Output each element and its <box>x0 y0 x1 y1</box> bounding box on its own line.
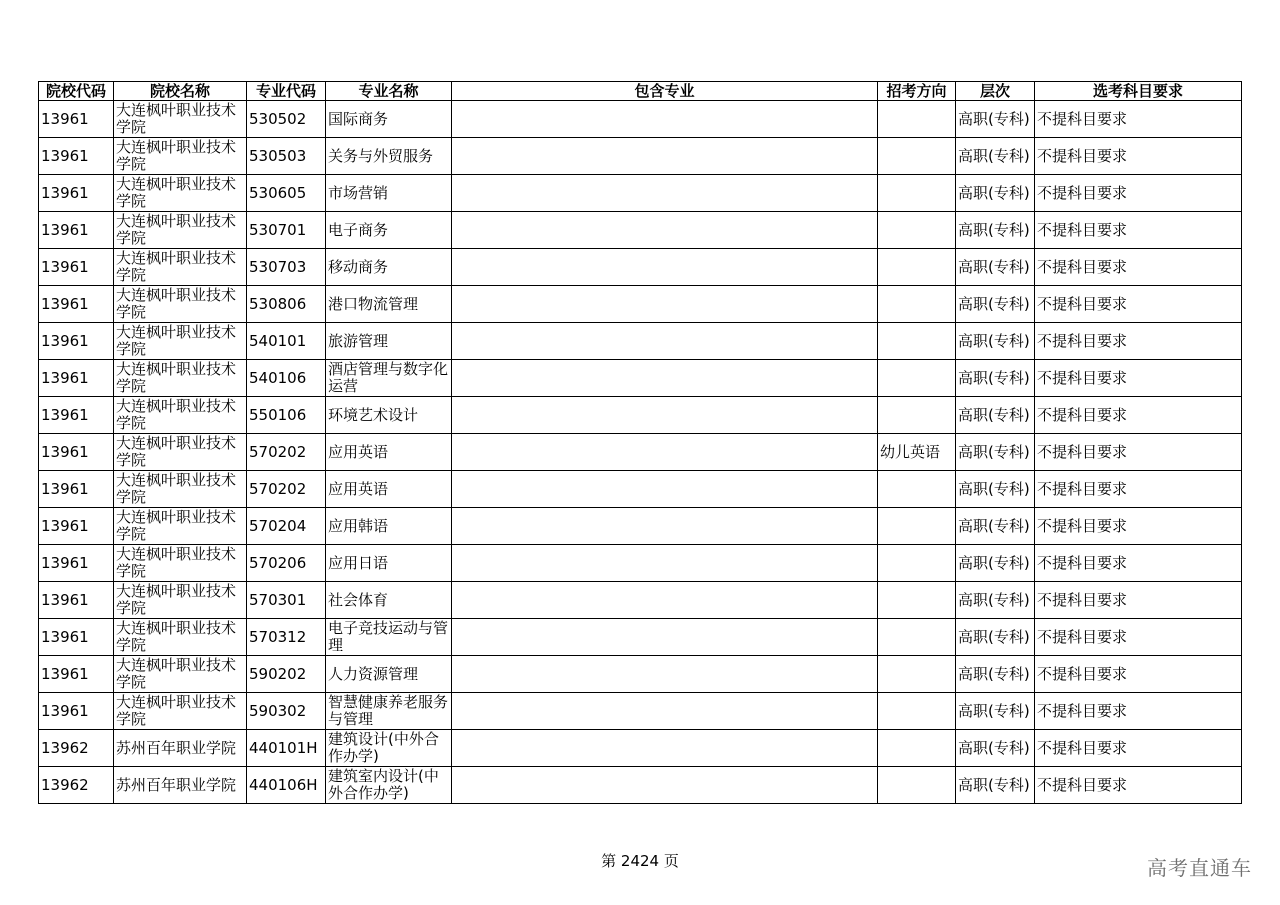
cell-included-majors <box>452 323 878 360</box>
cell-subject-requirement: 不提科目要求 <box>1035 434 1242 471</box>
cell-major-code: 570312 <box>247 619 326 656</box>
cell-major-name: 旅游管理 <box>326 323 452 360</box>
cell-direction <box>878 101 956 138</box>
cell-school-name: 大连枫叶职业技术学院 <box>114 360 247 397</box>
cell-school-code: 13961 <box>39 249 114 286</box>
cell-major-name: 应用英语 <box>326 471 452 508</box>
table-row <box>39 434 1242 471</box>
cell-major-code: 570202 <box>247 471 326 508</box>
cell-direction <box>878 619 956 656</box>
header-major-name: 专业名称 <box>326 82 452 101</box>
cell-major-code: 530806 <box>247 286 326 323</box>
cell-direction <box>878 397 956 434</box>
page-number: 第 2424 页 <box>601 852 679 870</box>
cell-school-name: 苏州百年职业学院 <box>114 730 247 767</box>
cell-major-code: 590302 <box>247 693 326 730</box>
cell-major-name: 社会体育 <box>326 582 452 619</box>
cell-school-name: 大连枫叶职业技术学院 <box>114 508 247 545</box>
table-row <box>39 730 1242 767</box>
cell-direction <box>878 175 956 212</box>
cell-major-name: 港口物流管理 <box>326 286 452 323</box>
cell-subject-requirement: 不提科目要求 <box>1035 249 1242 286</box>
cell-major-code: 590202 <box>247 656 326 693</box>
cell-school-code: 13961 <box>39 619 114 656</box>
cell-major-code: 540101 <box>247 323 326 360</box>
cell-major-name: 应用日语 <box>326 545 452 582</box>
cell-included-majors <box>452 619 878 656</box>
table-row <box>39 360 1242 397</box>
table-row <box>39 249 1242 286</box>
cell-subject-requirement: 不提科目要求 <box>1035 656 1242 693</box>
cell-level: 高职(专科) <box>956 175 1035 212</box>
cell-school-name: 大连枫叶职业技术学院 <box>114 138 247 175</box>
cell-major-code: 530503 <box>247 138 326 175</box>
header-included-majors: 包含专业 <box>452 82 878 101</box>
cell-level: 高职(专科) <box>956 434 1035 471</box>
cell-major-code: 570204 <box>247 508 326 545</box>
table-row <box>39 767 1242 804</box>
cell-major-name: 电子商务 <box>326 212 452 249</box>
header-school-name: 院校名称 <box>114 82 247 101</box>
cell-level: 高职(专科) <box>956 693 1035 730</box>
cell-direction <box>878 730 956 767</box>
table-row <box>39 582 1242 619</box>
cell-level: 高职(专科) <box>956 619 1035 656</box>
cell-school-code: 13961 <box>39 138 114 175</box>
cell-included-majors <box>452 360 878 397</box>
table-row <box>39 693 1242 730</box>
cell-direction <box>878 545 956 582</box>
table-row <box>39 471 1242 508</box>
cell-major-name: 应用韩语 <box>326 508 452 545</box>
cell-included-majors <box>452 434 878 471</box>
cell-level: 高职(专科) <box>956 286 1035 323</box>
cell-major-code: 440101H <box>247 730 326 767</box>
cell-subject-requirement: 不提科目要求 <box>1035 323 1242 360</box>
cell-school-name: 大连枫叶职业技术学院 <box>114 471 247 508</box>
cell-major-name: 建筑设计(中外合作办学) <box>326 730 452 767</box>
cell-major-name: 智慧健康养老服务与管理 <box>326 693 452 730</box>
cell-school-code: 13961 <box>39 471 114 508</box>
cell-school-code: 13961 <box>39 545 114 582</box>
cell-subject-requirement: 不提科目要求 <box>1035 730 1242 767</box>
cell-direction <box>878 508 956 545</box>
header-direction: 招考方向 <box>878 82 956 101</box>
cell-included-majors <box>452 508 878 545</box>
header-level: 层次 <box>956 82 1035 101</box>
cell-direction <box>878 360 956 397</box>
cell-included-majors <box>452 693 878 730</box>
cell-school-name: 大连枫叶职业技术学院 <box>114 693 247 730</box>
cell-level: 高职(专科) <box>956 138 1035 175</box>
cell-school-code: 13962 <box>39 767 114 804</box>
cell-level: 高职(专科) <box>956 730 1035 767</box>
cell-subject-requirement: 不提科目要求 <box>1035 582 1242 619</box>
cell-subject-requirement: 不提科目要求 <box>1035 175 1242 212</box>
cell-subject-requirement: 不提科目要求 <box>1035 397 1242 434</box>
cell-major-name: 应用英语 <box>326 434 452 471</box>
cell-school-name: 大连枫叶职业技术学院 <box>114 545 247 582</box>
cell-included-majors <box>452 767 878 804</box>
table-row <box>39 619 1242 656</box>
table-row <box>39 175 1242 212</box>
cell-level: 高职(专科) <box>956 212 1035 249</box>
cell-direction <box>878 582 956 619</box>
cell-school-code: 13961 <box>39 508 114 545</box>
cell-major-code: 530502 <box>247 101 326 138</box>
table-row <box>39 286 1242 323</box>
cell-direction <box>878 471 956 508</box>
table-row <box>39 397 1242 434</box>
watermark-text: 高考直通车 <box>1147 856 1252 880</box>
cell-direction: 幼儿英语 <box>878 434 956 471</box>
cell-direction <box>878 212 956 249</box>
cell-school-name: 大连枫叶职业技术学院 <box>114 286 247 323</box>
table-row <box>39 545 1242 582</box>
cell-direction <box>878 656 956 693</box>
admission-table <box>38 81 1242 804</box>
cell-school-name: 大连枫叶职业技术学院 <box>114 175 247 212</box>
cell-subject-requirement: 不提科目要求 <box>1035 619 1242 656</box>
header-row <box>39 82 1242 101</box>
cell-level: 高职(专科) <box>956 582 1035 619</box>
cell-school-code: 13961 <box>39 656 114 693</box>
cell-subject-requirement: 不提科目要求 <box>1035 286 1242 323</box>
cell-school-name: 大连枫叶职业技术学院 <box>114 323 247 360</box>
cell-school-code: 13961 <box>39 175 114 212</box>
cell-school-code: 13961 <box>39 397 114 434</box>
cell-level: 高职(专科) <box>956 656 1035 693</box>
cell-included-majors <box>452 138 878 175</box>
header-school-code: 院校代码 <box>39 82 114 101</box>
cell-school-name: 大连枫叶职业技术学院 <box>114 397 247 434</box>
cell-school-name: 大连枫叶职业技术学院 <box>114 212 247 249</box>
table-row <box>39 212 1242 249</box>
cell-level: 高职(专科) <box>956 249 1035 286</box>
cell-included-majors <box>452 397 878 434</box>
cell-level: 高职(专科) <box>956 101 1035 138</box>
cell-included-majors <box>452 656 878 693</box>
cell-level: 高职(专科) <box>956 767 1035 804</box>
header-major-code: 专业代码 <box>247 82 326 101</box>
cell-included-majors <box>452 101 878 138</box>
cell-subject-requirement: 不提科目要求 <box>1035 693 1242 730</box>
cell-school-name: 苏州百年职业学院 <box>114 767 247 804</box>
cell-major-name: 电子竞技运动与管理 <box>326 619 452 656</box>
cell-school-code: 13961 <box>39 693 114 730</box>
cell-major-code: 540106 <box>247 360 326 397</box>
cell-major-code: 530703 <box>247 249 326 286</box>
cell-major-code: 550106 <box>247 397 326 434</box>
cell-major-name: 市场营销 <box>326 175 452 212</box>
cell-major-name: 关务与外贸服务 <box>326 138 452 175</box>
table-row <box>39 101 1242 138</box>
cell-included-majors <box>452 582 878 619</box>
cell-school-code: 13961 <box>39 286 114 323</box>
cell-school-name: 大连枫叶职业技术学院 <box>114 101 247 138</box>
cell-included-majors <box>452 730 878 767</box>
cell-major-code: 530605 <box>247 175 326 212</box>
cell-school-name: 大连枫叶职业技术学院 <box>114 619 247 656</box>
cell-major-name: 建筑室内设计(中外合作办学) <box>326 767 452 804</box>
cell-included-majors <box>452 286 878 323</box>
cell-direction <box>878 286 956 323</box>
cell-school-code: 13961 <box>39 582 114 619</box>
cell-subject-requirement: 不提科目要求 <box>1035 508 1242 545</box>
cell-direction <box>878 138 956 175</box>
table-row <box>39 138 1242 175</box>
cell-level: 高职(专科) <box>956 360 1035 397</box>
cell-major-name: 酒店管理与数字化运营 <box>326 360 452 397</box>
cell-level: 高职(专科) <box>956 545 1035 582</box>
cell-major-code: 570301 <box>247 582 326 619</box>
table-row <box>39 656 1242 693</box>
cell-major-code: 440106H <box>247 767 326 804</box>
cell-major-name: 移动商务 <box>326 249 452 286</box>
cell-level: 高职(专科) <box>956 323 1035 360</box>
cell-school-name: 大连枫叶职业技术学院 <box>114 249 247 286</box>
header-subject-requirement: 选考科目要求 <box>1035 82 1242 101</box>
cell-included-majors <box>452 471 878 508</box>
cell-level: 高职(专科) <box>956 471 1035 508</box>
cell-major-code: 570202 <box>247 434 326 471</box>
cell-major-name: 环境艺术设计 <box>326 397 452 434</box>
cell-major-code: 570206 <box>247 545 326 582</box>
cell-major-code: 530701 <box>247 212 326 249</box>
cell-included-majors <box>452 545 878 582</box>
cell-direction <box>878 693 956 730</box>
cell-subject-requirement: 不提科目要求 <box>1035 138 1242 175</box>
cell-subject-requirement: 不提科目要求 <box>1035 212 1242 249</box>
cell-school-name: 大连枫叶职业技术学院 <box>114 434 247 471</box>
cell-major-name: 人力资源管理 <box>326 656 452 693</box>
cell-included-majors <box>452 249 878 286</box>
cell-included-majors <box>452 175 878 212</box>
cell-subject-requirement: 不提科目要求 <box>1035 545 1242 582</box>
cell-school-code: 13961 <box>39 212 114 249</box>
cell-major-name: 国际商务 <box>326 101 452 138</box>
table-row <box>39 508 1242 545</box>
table-row <box>39 323 1242 360</box>
cell-direction <box>878 323 956 360</box>
cell-level: 高职(专科) <box>956 508 1035 545</box>
cell-subject-requirement: 不提科目要求 <box>1035 471 1242 508</box>
cell-school-code: 13962 <box>39 730 114 767</box>
cell-level: 高职(专科) <box>956 397 1035 434</box>
cell-school-name: 大连枫叶职业技术学院 <box>114 582 247 619</box>
cell-subject-requirement: 不提科目要求 <box>1035 360 1242 397</box>
cell-direction <box>878 767 956 804</box>
cell-school-code: 13961 <box>39 101 114 138</box>
cell-school-code: 13961 <box>39 323 114 360</box>
cell-school-name: 大连枫叶职业技术学院 <box>114 656 247 693</box>
cell-direction <box>878 249 956 286</box>
cell-included-majors <box>452 212 878 249</box>
cell-school-code: 13961 <box>39 434 114 471</box>
cell-subject-requirement: 不提科目要求 <box>1035 101 1242 138</box>
cell-subject-requirement: 不提科目要求 <box>1035 767 1242 804</box>
cell-school-code: 13961 <box>39 360 114 397</box>
